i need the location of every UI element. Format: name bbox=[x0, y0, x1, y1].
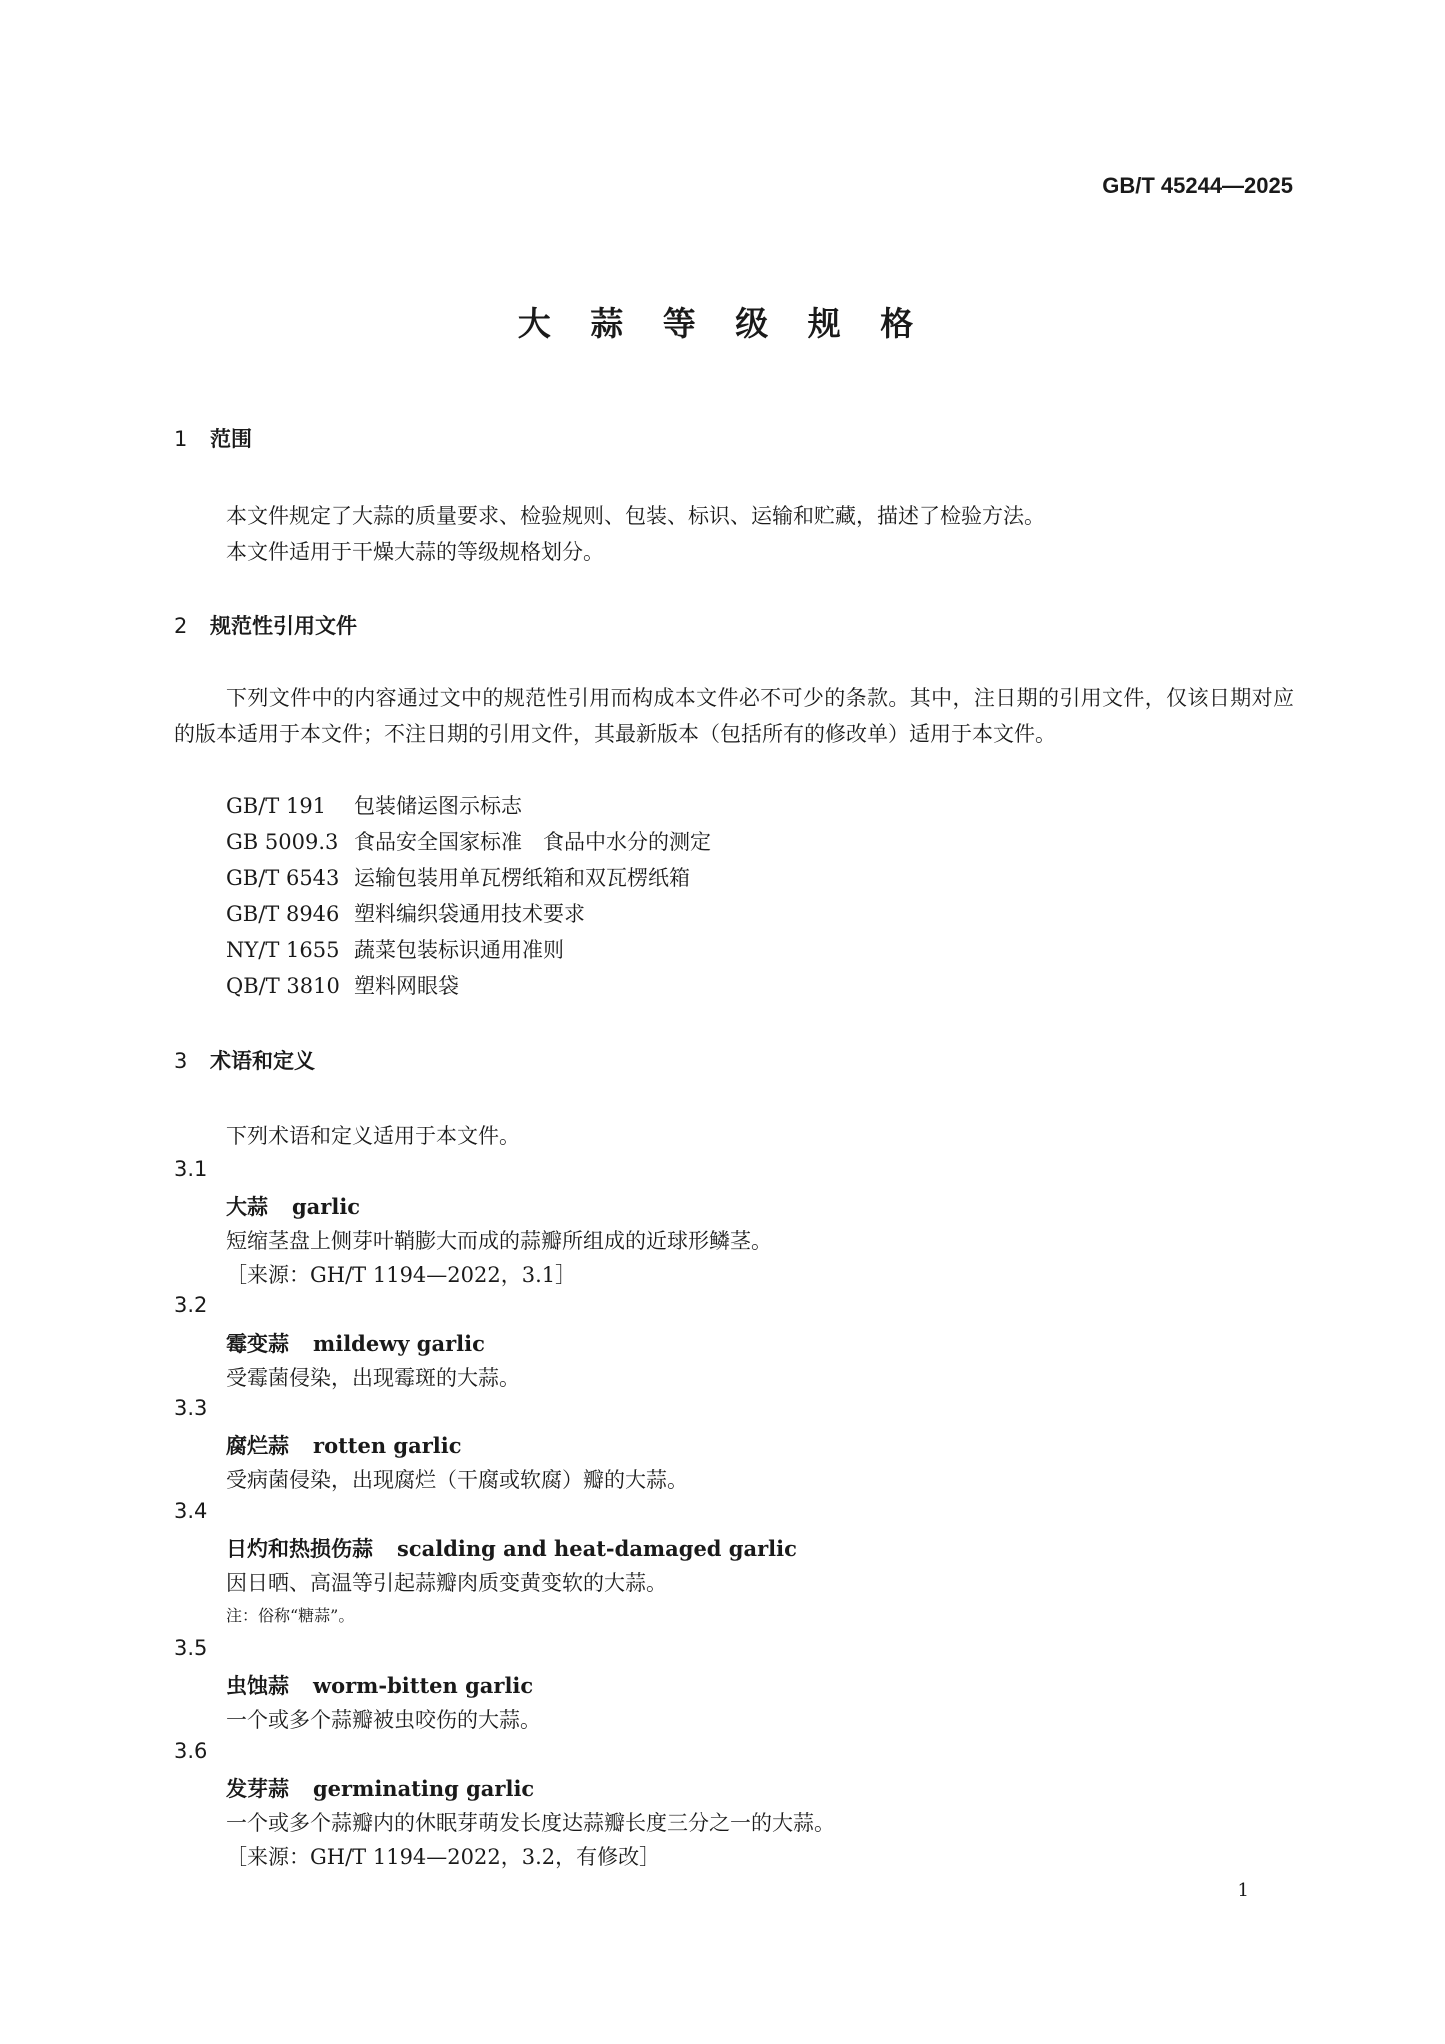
term-name-en: garlic bbox=[292, 1194, 361, 1219]
term-name bbox=[226, 1191, 360, 1221]
reference-item bbox=[226, 934, 564, 964]
term-name bbox=[226, 1430, 462, 1460]
term-source: ［来源：GH/T 1194—2022，3.1］ bbox=[226, 1263, 577, 1287]
paragraph: 下列术语和定义适用于本文件。 bbox=[226, 1124, 520, 1148]
term-definition: 短缩茎盘上侧芽叶鞘膨大而成的蒜瓣所组成的近球形鳞茎。 bbox=[226, 1229, 772, 1253]
reference-code: NY/T 1655 bbox=[226, 938, 340, 962]
reference-title: 运输包装用单瓦楞纸箱和双瓦楞纸箱 bbox=[354, 866, 690, 890]
reference-item bbox=[226, 790, 522, 820]
term-number: 3.2 bbox=[174, 1293, 208, 1317]
term-source: ［来源：GH/T 1194—2022，3.2，有修改］ bbox=[226, 1845, 661, 1869]
term-name bbox=[226, 1773, 534, 1803]
term-name-cn: 大蒜 bbox=[226, 1194, 268, 1219]
term-name-en: scalding and heat-damaged garlic bbox=[397, 1536, 797, 1561]
term-name bbox=[226, 1533, 797, 1563]
reference-code: GB/T 191 bbox=[226, 794, 327, 818]
standard-code: GB/T 45244—2025 bbox=[1102, 173, 1293, 198]
term-name-en: germinating garlic bbox=[313, 1776, 535, 1801]
reference-code: GB/T 8946 bbox=[226, 902, 340, 926]
section-title: 范围 bbox=[210, 427, 252, 451]
reference-title: 蔬菜包装标识通用准则 bbox=[354, 938, 564, 962]
reference-title: 食品安全国家标准 食品中水分的测定 bbox=[354, 830, 711, 854]
reference-title: 塑料编织袋通用技术要求 bbox=[354, 902, 585, 926]
term-number: 3.6 bbox=[174, 1739, 208, 1763]
section-heading-terms-and-definitions bbox=[174, 1045, 315, 1075]
term-name-cn: 霉变蒜 bbox=[226, 1331, 289, 1356]
term-name-cn: 发芽蒜 bbox=[226, 1776, 289, 1801]
term-name bbox=[226, 1670, 533, 1700]
term-name-cn: 虫蚀蒜 bbox=[226, 1673, 289, 1698]
term-number: 3.5 bbox=[174, 1636, 208, 1660]
term-number: 3.1 bbox=[174, 1157, 208, 1181]
section-heading-scope bbox=[174, 423, 252, 453]
term-definition: 受霉菌侵染，出现霉斑的大蒜。 bbox=[226, 1366, 520, 1390]
reference-item bbox=[226, 898, 585, 928]
reference-item bbox=[226, 826, 711, 856]
term-note: 注：俗称“糖蒜”。 bbox=[226, 1606, 355, 1625]
reference-code: QB/T 3810 bbox=[226, 974, 340, 998]
term-name-cn: 腐烂蒜 bbox=[226, 1433, 289, 1458]
term-name-en: mildewy garlic bbox=[313, 1331, 485, 1356]
document-title: 大 蒜 等 级 规 格 bbox=[517, 304, 928, 343]
section-number: 2 bbox=[174, 614, 188, 638]
paragraph: 本文件适用于干燥大蒜的等级规格划分。 bbox=[226, 540, 604, 564]
term-definition: 一个或多个蒜瓣内的休眠芽萌发长度达蒜瓣长度三分之一的大蒜。 bbox=[226, 1811, 835, 1835]
term-name bbox=[226, 1328, 485, 1358]
reference-title: 包装储运图示标志 bbox=[354, 794, 522, 818]
reference-item bbox=[226, 862, 690, 892]
section-title: 术语和定义 bbox=[210, 1049, 315, 1073]
section-number: 1 bbox=[174, 427, 188, 451]
page-number: 1 bbox=[1237, 1880, 1249, 1901]
paragraph: 本文件规定了大蒜的质量要求、检验规则、包装、标识、运输和贮藏，描述了检验方法。 bbox=[226, 504, 1045, 528]
reference-title: 塑料网眼袋 bbox=[354, 974, 459, 998]
reference-item bbox=[226, 970, 459, 1000]
term-definition: 受病菌侵染，出现腐烂（干腐或软腐）瓣的大蒜。 bbox=[226, 1468, 688, 1492]
section-number: 3 bbox=[174, 1049, 188, 1073]
term-definition: 一个或多个蒜瓣被虫咬伤的大蒜。 bbox=[226, 1708, 541, 1732]
term-name-en: worm-bitten garlic bbox=[313, 1673, 534, 1698]
term-number: 3.4 bbox=[174, 1499, 208, 1523]
reference-code: GB 5009.3 bbox=[226, 830, 339, 854]
reference-code: GB/T 6543 bbox=[226, 866, 340, 890]
term-name-cn: 日灼和热损伤蒜 bbox=[226, 1536, 373, 1561]
term-number: 3.3 bbox=[174, 1396, 208, 1420]
section-title: 规范性引用文件 bbox=[210, 614, 357, 638]
term-name-en: rotten garlic bbox=[313, 1433, 462, 1458]
section-heading-normative-references bbox=[174, 610, 357, 640]
term-definition: 因日晒、高温等引起蒜瓣肉质变黄变软的大蒜。 bbox=[226, 1571, 667, 1595]
paragraph: 下列文件中的内容通过文中的规范性引用而构成本文件必不可少的条款。其中，注日期的引用文件，仅该日期对应的版本适用于本文件；不注日期的引用文件，其最新版本（包括所有的修改单）适用于本文件。 bbox=[174, 686, 1294, 746]
